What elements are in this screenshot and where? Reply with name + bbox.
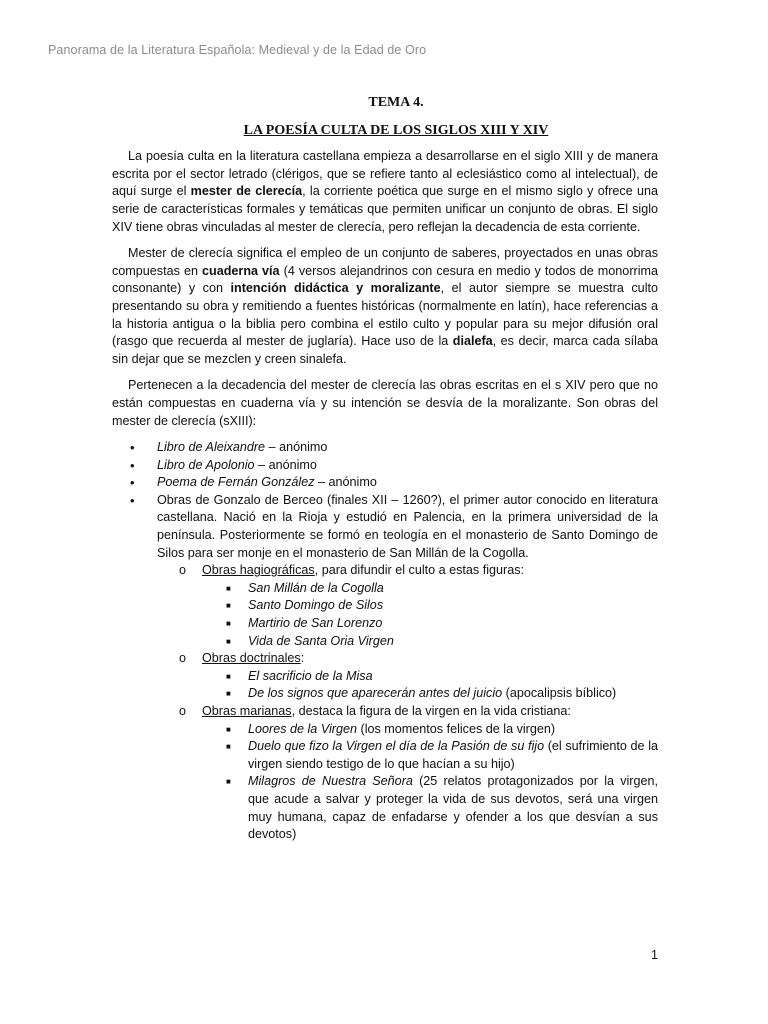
page-number: 1 [651, 948, 658, 962]
term-intencion: intención didáctica y moralizante [230, 281, 441, 296]
list-item: • Libro de Aleixandre – anónimo [130, 440, 328, 456]
list-item: ■ Loores de la Virgen (los momentos felices de la virgen) [202, 721, 658, 739]
sublist-item-hagio: o Obras hagiográficas, para difundir el culto a estas figuras: ■ San Millán de la Cogolla ■ Santo Domingo de Silos ■ Martirio de San Lorenzo ■ Vida de Santa Oria Virgen [157, 562, 658, 650]
square-bullet-icon: ■ [226, 777, 231, 787]
document-body [112, 94, 658, 844]
square-bullet-icon: ■ [226, 724, 231, 734]
list-item: ■ Duelo que fizo la Virgen el día de la Pasión de su fijo (el sufrimiento de la virgen siendo testigo de lo que hacían a su hijo) [226, 739, 658, 771]
term-cuaderna-via: cuaderna vía [202, 263, 280, 278]
list-item: ■ Martirio de San Lorenzo [202, 615, 658, 633]
list-item: ■ El sacrificio de la Misa [202, 668, 658, 686]
circle-bullet-icon: o [179, 563, 187, 578]
chapter-number: TEMA 4. [368, 95, 424, 110]
square-bullet-icon: ■ [226, 636, 231, 646]
circle-bullet-icon: o [179, 651, 187, 666]
square-bullet-icon: ■ [226, 601, 231, 611]
chapter-title: LA POESÍA CULTA DE LOS SIGLOS XIII Y XIV [243, 122, 549, 138]
bullet-icon: • [130, 457, 135, 473]
works-list [112, 439, 658, 844]
hagio-list [202, 580, 658, 650]
list-item-berceo: • Obras de Gonzalo de Berceo (finales XII – 1260?), el primer autor conocido en literatura castellana. Nació en la Rioja y estudió en Palencia, en la primera universidad de la península. Posteriormente se formó en teología en el monasterio de Santo Domingo de Silos para ser monje en el monasterio de San Millán de la Cogolla. o Obras hagiográficas, para difundir el culto a estas figuras: ■ San Millán de la Cogolla ■ Santo Domingo de Silos ■ Martirio de San Lorenzo ■ Vida de Santa Oria Virgen o Obras doctrinales: ■ El sacrificio de la Misa ■ De los signos que aparecerán antes del juicio (apocalipsis bíblico) o Obras marianas, destaca la figura de la virgen en la vida cristiana: ■ Loores de la Virgen (los momentos felices de la virgen) ■ Duelo que fizo la Virgen el día de la Pasión de su fijo (el sufrimiento de la virgen siendo testigo de lo que hacían a su hijo) ■ Milagros de Nuestra Señora (25 relatos protagonizados por la virgen, que acude a salvar y proteger la vida de sus devotos, será una virgen muy humana, capaz de enfadarse y ofender a los que desvían a sus devotos) [112, 492, 658, 844]
list-item: ■ De los signos que aparecerán antes del juicio (apocalipsis bíblico) [202, 685, 658, 703]
list-item: ■ Milagros de Nuestra Señora (25 relatos protagonizados por la virgen, que acude a salvar y proteger la vida de sus devotos, será una virgen muy humana, capaz de enfadarse y ofender a los que desvían a sus devotos) [226, 774, 658, 842]
square-bullet-icon: ■ [226, 671, 231, 681]
term-mester: mester de clerecía [190, 184, 303, 199]
sublist-item-marian: o Obras marianas, destaca la figura de la virgen en la vida cristiana: ■ Loores de la Virgen (los momentos felices de la virgen) ■ Duelo que fizo la Virgen el día de la Pasión de su fijo (el sufrimiento de la virgen siendo testigo de lo que hacían a su hijo) ■ Milagros de Nuestra Señora (25 relatos protagonizados por la virgen, que acude a salvar y proteger la vida de sus devotos, será una virgen muy humana, capaz de enfadarse y ofender a los que desvían a sus devotos) [157, 703, 658, 844]
list-item: • Libro de Apolonio – anónimo [130, 457, 317, 473]
bullet-icon: • [130, 440, 135, 456]
list-item: • Poema de Fernán González – anónimo [130, 475, 377, 491]
sublist-item-doctrinal: o Obras doctrinales: ■ El sacrificio de la Misa ■ De los signos que aparecerán antes del juicio (apocalipsis bíblico) [157, 650, 658, 703]
list-item: ■ San Millán de la Cogolla [202, 580, 658, 598]
running-header: Panorama de la Literatura Española: Medieval y de la Edad de Oro [48, 43, 427, 57]
square-bullet-icon: ■ [226, 689, 231, 699]
bullet-icon: • [130, 492, 135, 508]
berceo-sublist [157, 562, 658, 844]
doctrinal-list [202, 668, 658, 703]
paragraph-decadence: Pertenecen a la decadencia del mester de clerecía las obras escritas en el s XIV pero que no están compuestas en cuaderna vía y su intención se desvía de la moralizante. Son obras del mester de clerecía (sXIII): [112, 378, 658, 428]
marian-list [202, 721, 658, 844]
circle-bullet-icon: o [179, 704, 187, 718]
paragraph-definition: Mester de clerecía significa el empleo de un conjunto de saberes, proyectados en unas obras compuestas en cuaderna vía (4 versos alejandrinos con cesura en medio y todos de monorrima consonante) y con intención didáctica y moralizante, el autor siempre se muestra culto presentando su obra y remitiendo a fuentes históricas (normalmente en latín), hace referencias a la historia antigua o la biblia pero combina el estilo culto y popular para su mejor difusión oral (rasgo que recuerda al mester de juglaría). Hace uso de la dialefa, es decir, marca cada sílaba sin dejar que se mezclen y creen sinalefa. [112, 246, 658, 366]
square-bullet-icon: ■ [226, 619, 231, 629]
list-item: ■ Santo Domingo de Silos [202, 597, 658, 615]
bullet-icon: • [130, 475, 135, 491]
paragraph-intro: La poesía culta en la literatura castellana empieza a desarrollarse en el siglo XIII y de manera escrita por el sector letrado (clérigos, que se refiere tanto al eclesiástico como al intelectual), de aquí surge el mester de clerecía, la corriente poética que surge en el mismo siglo y ofrece una serie de características formales y temáticas que permiten unificar un conjunto de obras. El siglo XIV tiene obras vinculadas al mester de clerecía, pero reflejan la decadencia de esta corriente. [112, 149, 658, 234]
square-bullet-icon: ■ [226, 583, 231, 593]
square-bullet-icon: ■ [226, 742, 231, 752]
term-dialefa: dialefa [452, 334, 493, 349]
list-item: ■ Vida de Santa Oria Virgen [202, 633, 658, 651]
